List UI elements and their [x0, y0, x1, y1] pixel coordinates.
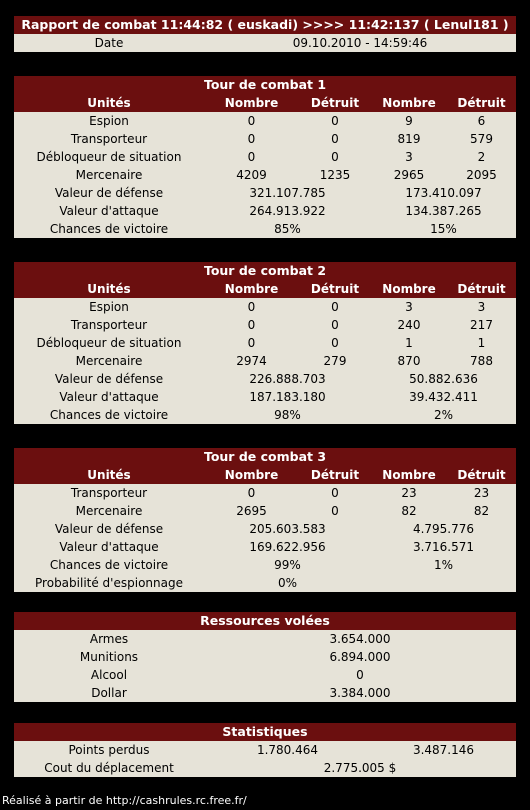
attacker-stat: 0%	[277, 576, 298, 590]
attacker-stat: 169.622.956	[249, 540, 326, 554]
stat-row	[14, 406, 516, 424]
col-units: Unités	[87, 96, 131, 110]
unit-row	[14, 148, 516, 166]
stat-name: Valeur de défense	[54, 372, 164, 386]
stat-row	[14, 520, 516, 538]
statistics-panel	[14, 723, 516, 777]
attacker-stat: 85%	[274, 222, 301, 236]
round-column-headers	[14, 280, 516, 298]
defender-stat: 15%	[430, 222, 457, 236]
col-defender-destroyed: Détruit	[457, 282, 506, 296]
stat-row	[14, 388, 516, 406]
defender-number: 819	[397, 132, 421, 146]
round-title: Tour de combat 1	[14, 76, 516, 94]
col-units: Unités	[87, 282, 131, 296]
unit-name: Mercenaire	[75, 168, 143, 182]
col-defender-destroyed: Détruit	[457, 468, 506, 482]
defender-destroyed: 2095	[466, 168, 497, 182]
resource-value: 3.654.000	[329, 632, 391, 646]
attacker-destroyed: 0	[331, 318, 339, 332]
defender-stat: 1%	[433, 558, 454, 572]
defender-number: 82	[401, 504, 417, 518]
col-attacker-number: Nombre	[224, 96, 279, 110]
defender-destroyed: 6	[477, 114, 486, 128]
attacker-number: 0	[247, 486, 256, 500]
defender-number: 1	[405, 336, 413, 350]
unit-row	[14, 334, 516, 352]
col-attacker-number: Nombre	[224, 282, 279, 296]
col-attacker-destroyed: Détruit	[310, 282, 360, 296]
stat-name: Valeur d'attaque	[59, 390, 159, 404]
stat-row	[14, 538, 516, 556]
stat-row	[14, 184, 516, 202]
attacker-number: 2695	[236, 504, 267, 518]
date-row	[14, 34, 516, 52]
resources-panel	[14, 612, 516, 702]
attacker-stat: 98%	[274, 408, 301, 422]
defender-number: 3	[405, 150, 413, 164]
col-attacker-destroyed: Détruit	[310, 96, 360, 110]
resource-row	[14, 648, 516, 666]
defender-number: 2965	[393, 168, 425, 182]
attacker-number: 0	[247, 150, 256, 164]
resource-name: Dollar	[91, 686, 127, 700]
resource-row	[14, 684, 516, 702]
col-attacker-number: Nombre	[224, 468, 279, 482]
attacker-destroyed: 0	[331, 150, 339, 164]
round-column-headers	[14, 94, 516, 112]
attacker-destroyed: 0	[331, 114, 339, 128]
unit-row	[14, 316, 516, 334]
round-title: Tour de combat 3	[14, 448, 516, 466]
unit-name: Débloqueur de situation	[36, 150, 182, 164]
stat-name: Chances de victoire	[49, 558, 169, 572]
defender-stat: 50.882.636	[409, 372, 478, 386]
unit-name: Transporteur	[70, 318, 148, 332]
col-defender-number: Nombre	[382, 96, 436, 110]
stat-name: Valeur d'attaque	[59, 540, 159, 554]
attacker-number: 0	[247, 300, 256, 314]
attacker-number: 4209	[236, 168, 267, 182]
stat-row	[14, 202, 516, 220]
unit-row	[14, 352, 516, 370]
defender-destroyed: 2	[477, 150, 486, 164]
unit-row	[14, 484, 516, 502]
resource-name: Armes	[89, 632, 129, 646]
combat-round-2	[14, 262, 516, 424]
col-defender-number: Nombre	[382, 468, 436, 482]
defender-number: 23	[401, 486, 417, 500]
unit-name: Transporteur	[70, 486, 148, 500]
attacker-stat: 226.888.703	[249, 372, 326, 386]
unit-row	[14, 298, 516, 316]
unit-row	[14, 112, 516, 130]
stat-name: Valeur de défense	[54, 522, 164, 536]
attacker-stat: 99%	[274, 558, 301, 572]
stat-row	[14, 370, 516, 388]
points-lost-attacker: 1.780.464	[256, 743, 319, 757]
attacker-destroyed: 0	[331, 300, 339, 314]
defender-destroyed: 788	[470, 354, 493, 368]
travel-cost-value: 2.775.005 $	[323, 761, 397, 775]
points-lost-defender: 3.487.146	[412, 743, 475, 757]
points-lost-row	[14, 741, 516, 759]
resource-value: 3.384.000	[329, 686, 391, 700]
footer-credit: Réalisé à partir de http://cashrules.rc.free.fr/	[2, 794, 247, 807]
resource-value: 0	[356, 668, 364, 682]
stat-name: Chances de victoire	[49, 408, 169, 422]
col-defender-destroyed: Détruit	[457, 96, 506, 110]
travel-cost-label: Cout du déplacement	[44, 761, 174, 775]
defender-stat: 2%	[433, 408, 454, 422]
stat-name: Probabilité d'espionnage	[35, 576, 183, 590]
defender-destroyed: 1	[477, 336, 486, 350]
defender-destroyed: 217	[470, 318, 493, 332]
attacker-destroyed: 0	[331, 336, 339, 350]
attacker-stat: 321.107.785	[249, 186, 326, 200]
resource-row	[14, 666, 516, 684]
attacker-stat: 264.913.922	[249, 204, 326, 218]
attacker-number: 0	[247, 318, 256, 332]
attacker-destroyed: 0	[331, 132, 339, 146]
unit-row	[14, 502, 516, 520]
stat-row	[14, 220, 516, 238]
col-defender-number: Nombre	[382, 282, 436, 296]
resource-name: Alcool	[90, 668, 128, 682]
defender-stat: 134.387.265	[405, 204, 482, 218]
resource-value: 6.894.000	[329, 650, 391, 664]
points-lost-label: Points perdus	[68, 743, 150, 757]
defender-destroyed: 579	[470, 132, 493, 146]
defender-stat: 173.410.097	[405, 186, 482, 200]
date-label: Date	[94, 36, 124, 50]
stat-name: Valeur de défense	[54, 186, 164, 200]
round-column-headers	[14, 466, 516, 484]
unit-name: Espion	[89, 300, 129, 314]
attacker-destroyed: 279	[323, 354, 347, 368]
defender-number: 9	[405, 114, 413, 128]
unit-row	[14, 166, 516, 184]
unit-row	[14, 130, 516, 148]
resources-title: Ressources volées	[14, 612, 516, 630]
attacker-stat: 205.603.583	[249, 522, 326, 536]
attacker-destroyed: 0	[331, 504, 339, 518]
stat-name: Chances de victoire	[49, 222, 169, 236]
combat-round-1	[14, 76, 516, 238]
unit-name: Débloqueur de situation	[36, 336, 182, 350]
date-value: 09.10.2010 - 14:59:46	[292, 36, 428, 50]
attacker-number: 0	[247, 114, 256, 128]
attacker-destroyed: 1235	[319, 168, 351, 182]
col-attacker-destroyed: Détruit	[310, 468, 360, 482]
defender-number: 3	[405, 300, 413, 314]
round-title: Tour de combat 2	[14, 262, 516, 280]
attacker-destroyed: 0	[331, 486, 339, 500]
defender-number: 240	[397, 318, 421, 332]
unit-name: Mercenaire	[75, 354, 143, 368]
attacker-stat: 187.183.180	[249, 390, 326, 404]
attacker-number: 0	[247, 132, 256, 146]
defender-destroyed: 82	[473, 504, 490, 518]
travel-cost-row	[14, 759, 516, 777]
attacker-number: 2974	[236, 354, 267, 368]
defender-destroyed: 23	[473, 486, 490, 500]
report-header	[14, 16, 516, 52]
combat-round-3	[14, 448, 516, 592]
stat-name: Valeur d'attaque	[59, 204, 159, 218]
defender-number: 870	[397, 354, 421, 368]
unit-name: Mercenaire	[75, 504, 143, 518]
resource-name: Munitions	[79, 650, 139, 664]
stat-row	[14, 574, 516, 592]
defender-stat: 3.716.571	[412, 540, 475, 554]
resource-row	[14, 630, 516, 648]
unit-name: Espion	[89, 114, 129, 128]
unit-name: Transporteur	[70, 132, 148, 146]
col-units: Unités	[87, 468, 131, 482]
defender-stat: 4.795.776	[412, 522, 475, 536]
defender-stat: 39.432.411	[409, 390, 478, 404]
report-title: Rapport de combat 11:44:82 ( euskadi) >>>> 11:42:137 ( Lenul181 )	[14, 16, 516, 34]
defender-destroyed: 3	[477, 300, 486, 314]
attacker-number: 0	[247, 336, 256, 350]
stat-row	[14, 556, 516, 574]
statistics-title: Statistiques	[14, 723, 516, 741]
